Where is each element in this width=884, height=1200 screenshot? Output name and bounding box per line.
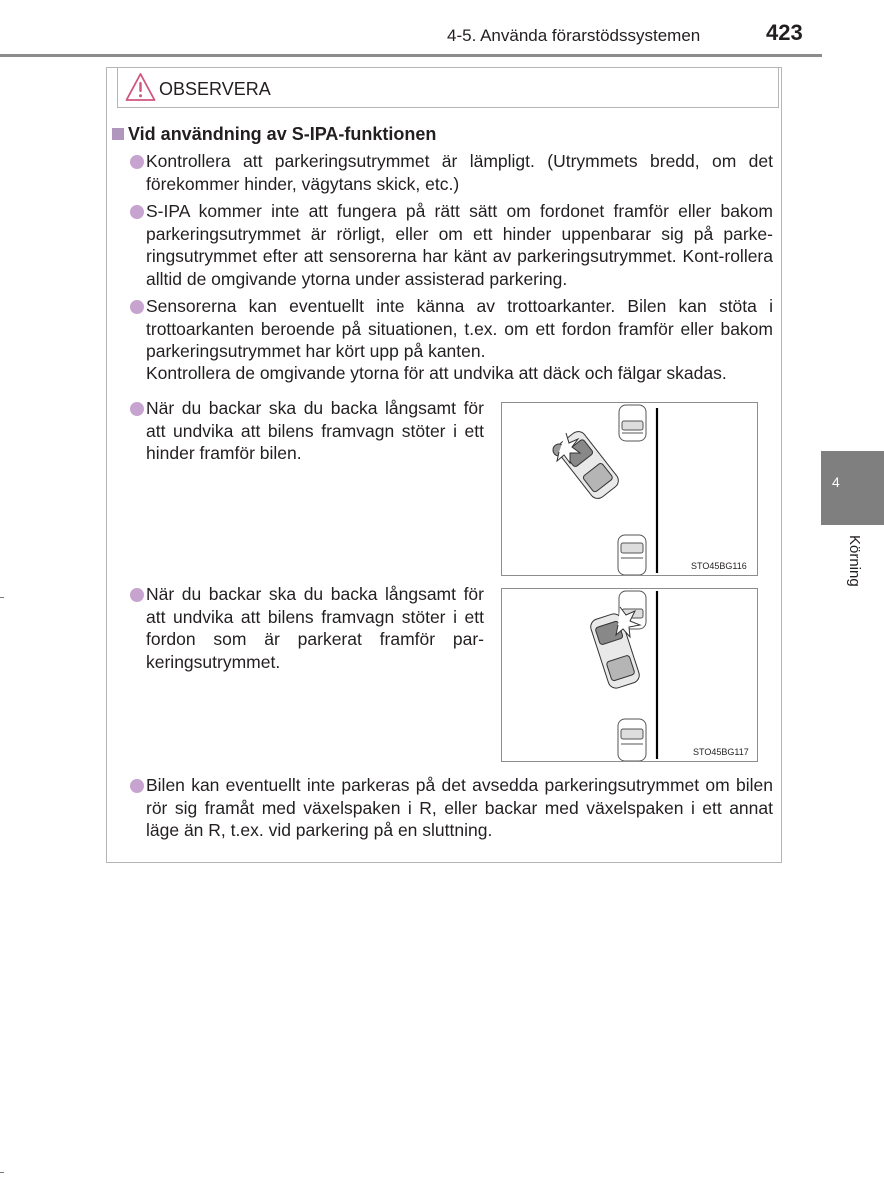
parked-car-icon	[618, 535, 646, 575]
car-obstacle-drawing	[502, 403, 757, 575]
bullet-icon	[130, 779, 144, 793]
parked-car-icon	[619, 405, 646, 441]
subheading-text: Vid användning av S-IPA-funktionen	[128, 124, 437, 144]
warning-subheading	[112, 124, 436, 145]
square-bullet-icon	[112, 128, 124, 140]
bullet-text: När du backar ska du backa långsamt för att undvika att bilens framvagn stöter i ett hinder framför bilen.	[146, 398, 484, 463]
chapter-number: 4	[832, 474, 840, 490]
bullet-text: S-IPA kommer inte att fungera på rätt sätt om fordonet framför eller bakom parkeringsutrymmet är rörligt, eller om ett hinder uppenbarar sig på parke-ringsutrymmet efter att sensorerna har känt av parkeringsutrymmet. Kont-rollera alltid de omgivande ytorna under assisterad parkering.	[146, 201, 773, 289]
warning-triangle-icon	[125, 72, 156, 102]
crop-mark	[0, 597, 4, 598]
bullet-text: Sensorerna kan eventuellt inte känna av trottoarkanter. Bilen kan stöta i trottoarkanten beroende på situationen, t.ex. om ett fordon framför eller bakom parkeringsutrymmet har kört upp på kanten.	[146, 296, 773, 361]
note-text: Kontrollera de omgivande ytorna för att undvika att däck och fälgar skadas.	[146, 363, 727, 383]
bullet-text: Kontrollera att parkeringsutrymmet är lämpligt. (Utrymmets bredd, om det förekommer hinder, vägytans skick, etc.)	[146, 151, 773, 194]
chapter-label: Körning	[846, 535, 863, 587]
bullet-icon	[130, 402, 144, 416]
header-divider	[0, 54, 822, 57]
bullet-text: När du backar ska du backa långsamt för att undvika att bilens framvagn stöter i ett fordon som är parkerat framför par-keringsutrymmet.	[146, 584, 484, 672]
figure-code: STO45BG117	[693, 747, 749, 757]
parked-car-icon	[618, 719, 646, 761]
illustration-obstacle	[501, 402, 758, 576]
chapter-tab[interactable]	[821, 451, 884, 525]
warning-title: OBSERVERA	[159, 79, 271, 99]
car-vehicle-drawing	[502, 589, 757, 761]
bullet-icon	[130, 588, 144, 602]
bullet-text: Bilen kan eventuellt inte parkeras på det avsedda parkeringsutrymmet om bilen rör sig framåt med växelspaken i R, eller backar med växelspaken i ett annat läge än R, t.ex. vid parkering på en sluttning.	[146, 775, 773, 840]
section-title: 4-5. Använda förarstödssystemen	[447, 26, 701, 45]
page-number: 423	[766, 20, 803, 45]
figure-code: STO45BG116	[691, 561, 747, 571]
crop-mark	[0, 1172, 4, 1173]
illustration-parked-vehicle	[501, 588, 758, 762]
bullet-icon	[130, 300, 144, 314]
bullet-icon	[130, 205, 144, 219]
bullet-icon	[130, 155, 144, 169]
